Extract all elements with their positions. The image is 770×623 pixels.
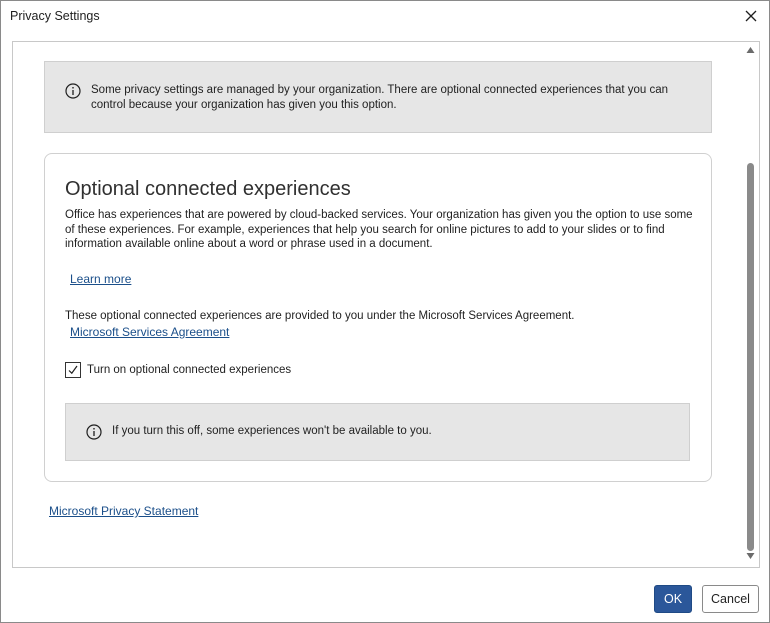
- cancel-button[interactable]: Cancel: [702, 585, 759, 613]
- close-icon: [745, 10, 757, 22]
- managed-settings-banner: [44, 61, 712, 133]
- info-icon: [86, 424, 102, 440]
- scroll-up-arrow-icon[interactable]: [746, 46, 755, 54]
- optional-experiences-checkbox-row[interactable]: [65, 362, 291, 378]
- connected-experiences-card: [44, 153, 712, 482]
- scrollbar-thumb[interactable]: [747, 163, 754, 551]
- title-bar: [1, 1, 769, 33]
- scroll-down-arrow-icon[interactable]: [746, 552, 755, 560]
- scrollable-content[interactable]: [12, 41, 760, 568]
- info-icon: [65, 83, 81, 99]
- privacy-statement-link[interactable]: Microsoft Privacy Statement: [49, 504, 199, 518]
- turn-off-warning-banner: [65, 403, 690, 461]
- card-title: Optional connected experiences: [65, 178, 351, 200]
- msa-text: These optional connected experiences are provided to you under the Microsoft Services Agreement.: [65, 310, 575, 322]
- warning-text: If you turn this off, some experiences won't be available to you.: [112, 425, 432, 437]
- services-agreement-link[interactable]: Microsoft Services Agreement: [70, 325, 230, 339]
- vertical-scrollbar[interactable]: [742, 42, 759, 567]
- card-description: Office has experiences that are powered by cloud-backed services. Your organization has given you the option to use some of these experiences. For example, experiences that help you search for online pictures to add to your slides or to find information available online about a word or phrase used in a document.: [65, 209, 693, 250]
- close-button[interactable]: [737, 3, 765, 29]
- checkmark-icon: [67, 364, 79, 376]
- learn-more-link[interactable]: Learn more: [70, 272, 132, 286]
- checkbox-label: Turn on optional connected experiences: [87, 364, 292, 376]
- optional-experiences-checkbox[interactable]: [65, 362, 81, 378]
- banner-text: Some privacy settings are managed by your organization. There are optional connected experiences that you can control because your organization has given you this option.: [91, 84, 669, 111]
- ok-button[interactable]: OK: [654, 585, 692, 613]
- window-title: Privacy Settings: [10, 9, 100, 23]
